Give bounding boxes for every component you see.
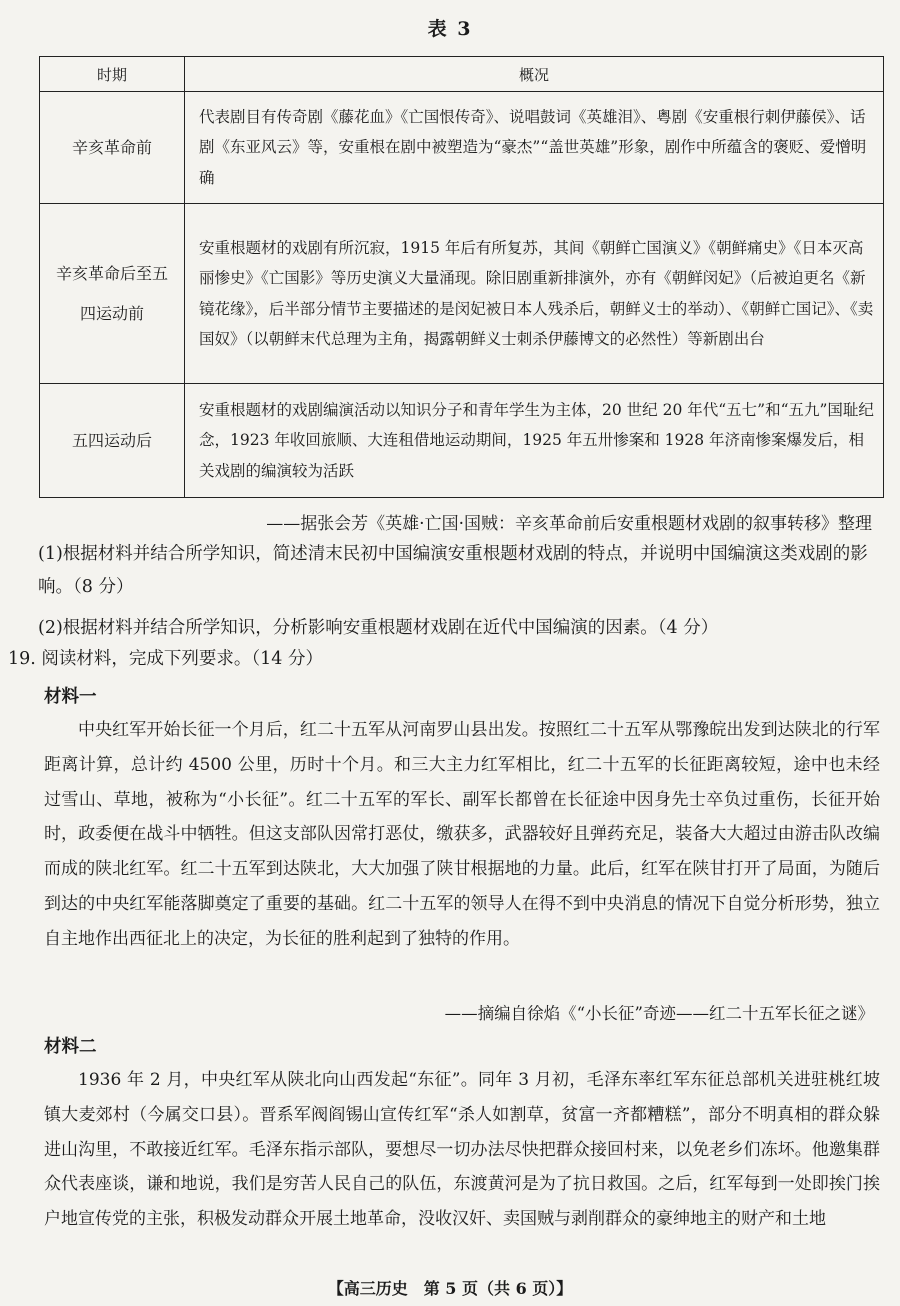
period-cell: 辛亥革命后至五四运动前 [40, 204, 185, 384]
question-1: (1)根据材料并结合所学知识，简述清末民初中国编演安重根题材戏剧的特点，并说明中国编演这类戏剧的影响。（8 分） [38, 544, 868, 597]
column-header-summary: 概况 [185, 57, 884, 92]
table-row [40, 384, 884, 498]
summary-cell: 代表剧目有传奇剧《藤花血》《亡国恨传奇》、说唱鼓词《英雄泪》、粤剧《安重根行刺伊藤侯》、话剧《东亚风云》等，安重根在剧中被塑造为“豪杰”“盖世英雄”形象，剧作中所蕴含的褒贬、爱憎明确 [185, 92, 884, 204]
material-2-title: 材料二 [44, 1037, 97, 1057]
page-footer: 【高三历史 第 5 页（共 6 页）】 [327, 1279, 573, 1298]
column-header-period: 时期 [40, 57, 185, 92]
period-cell: 五四运动后 [40, 384, 185, 498]
period-cell: 辛亥革命前 [40, 92, 185, 204]
question-19-heading: 19. 阅读材料，完成下列要求。（14 分） [8, 649, 323, 669]
material-2-text: 1936 年 2 月，中央红军从陕北向山西发起“东征”。同年 3 月初，毛泽东率红军东征总部机关进驻桃红坡镇大麦郊村（今属交口县）。晋系军阀阎锡山宣传红军“杀人如割草，贫富一齐都糟糕”，部分不明真相的群众躲进山沟里，不敢接近红军。毛泽东指示部队，要想尽一切办法尽快把群众接回村来，以免老乡们冻坏。他邀集群众代表座谈，谦和地说，我们是穷苦人民自己的队伍，东渡黄河是为了抗日救国。之后，红军每到一处即挨门挨户地宣传党的主张，积极发动群众开展土地革命，没收汉奸、卖国贼与剥削群众的豪绅地主的财产和土地 [44, 1070, 880, 1230]
table-source-citation: ——据张会芳《英雄·亡国·国贼：辛亥革命前后安重根题材戏剧的叙事转移》整理 [266, 514, 872, 534]
question-2: (2)根据材料并结合所学知识，分析影响安重根题材戏剧在近代中国编演的因素。（4 分） [38, 618, 719, 638]
summary-cell: 安重根题材的戏剧有所沉寂，1915 年后有所复苏，其间《朝鲜亡国演义》《朝鲜痛史》《日本灭高丽惨史》《亡国影》等历史演义大量涌现。除旧剧重新排演外，亦有《朝鲜闵妃》（后被迫更名《新镜花缘》，后半部分情节主要描述的是闵妃被日本人残杀后，朝鲜义士的举动）、《朝鲜亡国记》、《卖国奴》（以朝鲜末代总理为主角，揭露朝鲜义士刺杀伊藤博文的必然性）等新剧出台 [185, 204, 884, 384]
summary-cell: 安重根题材的戏剧编演活动以知识分子和青年学生为主体，20 世纪 20 年代“五七”和“五九”国耻纪念，1923 年收回旅顺、大连租借地运动期间，1925 年五卅惨案和 1928 年济南惨案爆发后，相关戏剧的编演较为活跃 [185, 384, 884, 498]
table-header-row [40, 57, 884, 92]
material-1-text: 中央红军开始长征一个月后，红二十五军从河南罗山县出发。按照红二十五军从鄂豫皖出发到达陕北的行军距离计算，总计约 4500 公里，历时十个月。和三大主力红军相比，红二十五军的长征距离较短，途中也未经过雪山、草地，被称为“小长征”。红二十五军的军长、副军长都曾在长征途中因身先士卒负过重伤，长征开始时，政委便在战斗中牺牲。但这支部队因常打恶仗，缴获多，武器较好且弹药充足，装备大大超过由游击队改编而成的陕北红军。红二十五军到达陕北，大大加强了陕甘根据地的力量。此后，红军在陕甘打开了局面，为随后到达的中央红军能落脚奠定了重要的基础。红二十五军的领导人在得不到中央消息的情况下自觉分析形势，独立自主地作出西征北上的决定，为长征的胜利起到了独特的作用。 [44, 720, 880, 949]
material-1-title: 材料一 [44, 687, 97, 707]
material-1-source: ——摘编自徐焰《“小长征”奇迹——红二十五军长征之谜》 [444, 1004, 874, 1023]
history-table [39, 56, 884, 498]
table-title: 表 3 [427, 18, 473, 40]
table-row [40, 92, 884, 204]
table-row [40, 204, 884, 384]
